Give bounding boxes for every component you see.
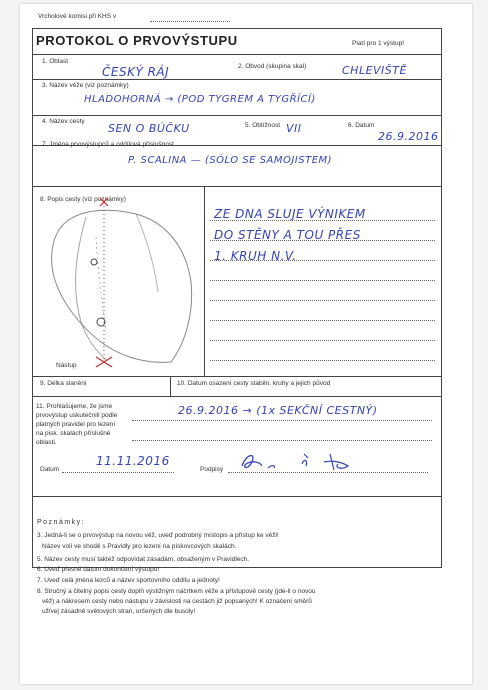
description-line-1: ZE DNA SLUJE VÝNIKEM (214, 207, 366, 221)
area-label: 1. Oblast (42, 58, 69, 65)
signature-label: Podpisy (200, 466, 224, 473)
valid-note: Platí pro 1 výstup! (352, 40, 405, 47)
note-item: 3. Jedná-li se o prvovýstup na novou věž, uveď podrobný místopis a přístup ke věži! (37, 532, 279, 539)
tower-value: HLADOHORNÁ → (POD TYGREM A TYGŘÍCÍ) (84, 94, 316, 105)
description-line-2: DO STĚNY A TOU PŘES (214, 228, 361, 242)
tower-label: 3. Název věže (viz poznámky) (42, 82, 129, 89)
note-item: 7. Uveď celá jména lezců a název sportovního oddílu a jednoty! (37, 577, 220, 584)
note-item: 5. Název cesty musí taktéž odpovídat zásadám, obsaženým v Pravidlech. (37, 556, 250, 563)
desc-line-4 (210, 280, 435, 281)
note-item: 8. Stručný a čitelný popis cesty doplň výstižným náčrtkem věže a přístupové cesty (jde-li o novou (37, 588, 316, 595)
row-divider-1 (32, 79, 442, 80)
difficulty-value: VII (286, 122, 302, 135)
route-value: SEN O BÚČKU (108, 122, 190, 135)
sketch-start-label: Nástup (56, 362, 77, 369)
row-divider-7 (32, 496, 442, 497)
description-line-3: 1. KRUH N.V. (214, 249, 297, 263)
desc-line-5 (210, 300, 435, 301)
note-item: 6. Uveď přesné datum dokončení výstupu! (37, 566, 160, 573)
declaration-label: 11. Prohlašujeme, že jsme prvovýstup uskutečnili podle platných pravidel pro lezení na pisk. skalách příslušné oblasti. (36, 403, 118, 446)
row-divider-5 (32, 376, 442, 377)
date-value: 26.9.2016 (378, 130, 439, 143)
route-sketch (36, 192, 204, 372)
difficulty-label: 5. Obtížnost (245, 122, 281, 129)
area-value: ČESKÝ RÁJ (102, 65, 170, 79)
climbers-label: 7. Jména prvovýstupců a oddílová příslušnost (42, 141, 174, 148)
committee-label: Vrcholové komisi při KHS v (38, 13, 117, 20)
row-divider-6 (32, 396, 442, 397)
row-divider-4 (32, 186, 442, 187)
sketch-divider (204, 186, 205, 376)
declaration-date-value: 11.11.2016 (96, 454, 170, 468)
committee-line (150, 21, 230, 22)
route-label: 4. Název cesty (42, 118, 85, 125)
date-label: 6. Datum (348, 122, 375, 129)
notes-heading: Poznámky: (37, 519, 86, 526)
row-divider-2 (32, 115, 442, 116)
declaration-date-label: Datum (40, 466, 60, 473)
form-title: PROTOKOL O PRVOVÝSTUPU (36, 33, 238, 48)
descent-label: 9. Délka slanění (40, 380, 87, 387)
protection-value: 26.9.2016 → (1x SEKČNÍ CESTNÝ) (178, 404, 378, 417)
description-label: 8. Popis cesty (viz poznámky) (40, 196, 126, 203)
desc-line-7 (210, 340, 435, 341)
desc-line-6 (210, 320, 435, 321)
descent-divider (170, 376, 171, 396)
climbers-value: P. SCALINA — (SÓLO SE SAMOJISTEM) (128, 155, 333, 166)
protection-line-1 (132, 420, 432, 421)
declaration-date-line (62, 472, 174, 473)
note-item: věž) a nákresem cesty nebo nástupu v závislosti na cestách již popsaných! K označení směrů (42, 598, 312, 605)
note-item: užívej zásadně světových stran, určených dle busoly! (42, 608, 196, 615)
district-label: 2. Obvod (skupina skal) (238, 63, 307, 70)
signature (238, 450, 358, 474)
note-item: Název volí ve shodě s Pravidly pro lezení na pískovcových skalách. (42, 543, 237, 550)
desc-line-8 (210, 360, 435, 361)
title-divider (32, 54, 442, 55)
protection-line-2 (132, 440, 432, 441)
district-value: CHLEVIŠTĚ (342, 64, 407, 77)
protection-label: 10. Datum osazení cesty stabiln. kruhy a jejich původ (177, 380, 331, 387)
